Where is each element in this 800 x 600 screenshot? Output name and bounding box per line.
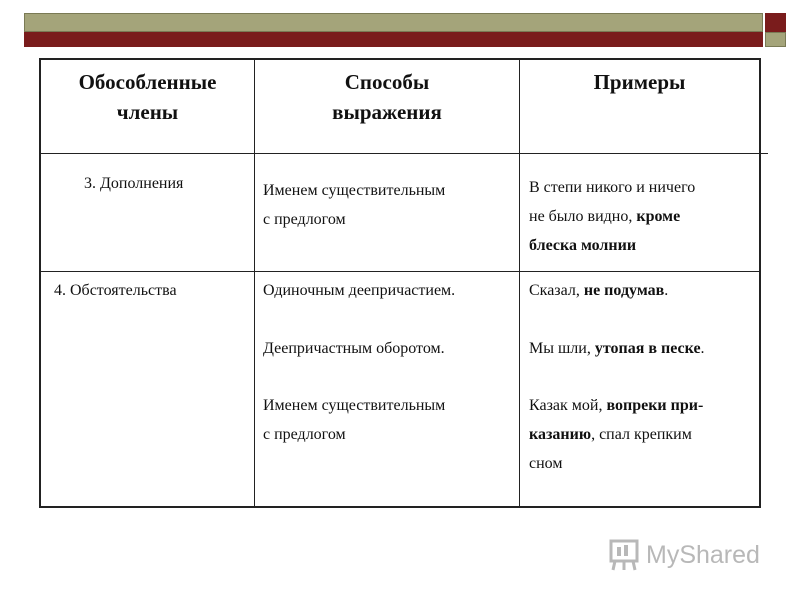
myshared-logo-icon [608, 538, 642, 572]
row4-member: 4. Обстоятельства [54, 282, 177, 299]
table-col-divider-2 [519, 58, 520, 508]
table-row-divider-1 [39, 153, 768, 154]
header-bar-olive [24, 13, 763, 32]
table-border-bottom [39, 506, 761, 508]
header-examples: Примеры [593, 70, 686, 94]
corner-square-red [765, 13, 786, 32]
row3-member: 3. Дополнения [84, 175, 184, 192]
table-row-divider-2 [39, 271, 761, 272]
table-border-top [39, 58, 761, 60]
header-ways: Способы выражения [332, 70, 442, 124]
table-border-right [759, 58, 761, 508]
myshared-watermark [608, 537, 760, 573]
row4-ways: Одиночным деепричастием. Деепричастным оборотом. Именем существительным с предлогом [263, 282, 456, 443]
corner-square-olive [765, 32, 786, 47]
header-members: Обособленные члены [78, 70, 217, 124]
row3-examples: В степи никого и ничего не было видно, кроме блеска молнии [529, 179, 696, 254]
watermark-text: MyShared [646, 540, 760, 569]
row3-ways: Именем существительным с предлогом [263, 182, 446, 228]
row4-examples: Сказал, не подумав. Мы шли, утопая в песке. Казак мой, вопреки при- казанию, спал крепким сном [529, 282, 705, 472]
header-bar-red [24, 32, 763, 47]
